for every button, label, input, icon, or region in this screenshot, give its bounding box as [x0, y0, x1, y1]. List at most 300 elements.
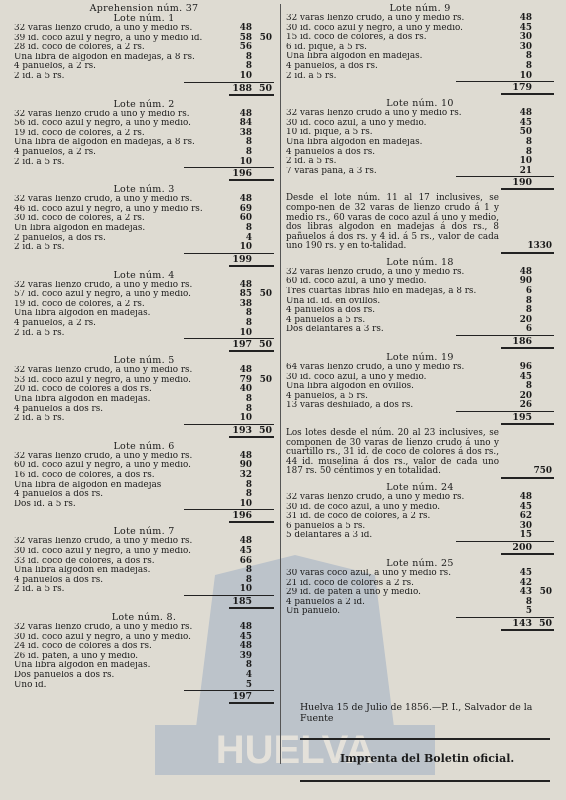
lot-subtitle: Lote núm. 1 — [113, 13, 175, 24]
item-description: 30 id. coco azul y negro, á uno y medio. — [286, 23, 463, 33]
lot-title: Lote núm. 4 — [113, 269, 175, 281]
item-reales: 45 — [519, 501, 532, 512]
line-item — [14, 129, 274, 139]
lot-total — [286, 542, 554, 553]
total-reales: 188 — [232, 82, 252, 94]
total-centimos: 50 — [538, 617, 552, 629]
total-reales: 196 — [232, 168, 252, 180]
item-description: 4 pañuelos á 2 id. — [286, 597, 365, 607]
line-item — [14, 62, 274, 72]
line-item — [14, 452, 274, 462]
lot-total — [14, 691, 274, 702]
item-description: 32 varas lienzo crudo, á uno y medio rs. — [286, 14, 465, 23]
item-centimos: 50 — [259, 289, 272, 300]
item-description: 30 id. de coco azul, á uno y medio. — [286, 502, 441, 512]
item-description: 30 id. coco de colores, á 2 rs. — [14, 214, 145, 224]
line-item — [14, 537, 274, 547]
lot-block — [286, 194, 554, 258]
item-reales: 4 — [245, 669, 252, 680]
item-reales: 8 — [245, 318, 252, 329]
item-description: 2 id. á 5 rs. — [14, 585, 65, 595]
total-reales: 197 — [232, 339, 252, 351]
line-item — [286, 392, 554, 402]
total-centimos: 50 — [258, 82, 272, 94]
item-reales: 48 — [239, 450, 252, 461]
item-reales: 8 — [245, 479, 252, 490]
item-reales: 8 — [525, 381, 532, 392]
line-item — [14, 490, 274, 500]
line-item — [286, 569, 554, 579]
item-reales: 45 — [239, 631, 252, 642]
item-reales: 45 — [519, 117, 532, 128]
item-reales: 8 — [245, 146, 252, 157]
item-reales: 10 — [239, 242, 252, 253]
line-item — [14, 576, 274, 586]
lot-title: Lote núm. 9 — [389, 3, 451, 14]
line-item — [14, 138, 274, 148]
item-description: 2 id. á 5 rs. — [14, 414, 65, 424]
line-item — [286, 325, 554, 335]
item-reales: 43 — [519, 587, 532, 598]
lot-total — [14, 254, 274, 265]
item-reales: 48 — [239, 365, 252, 376]
item-reales: 10 — [239, 498, 252, 509]
column-divider — [280, 4, 281, 764]
item-reales: 56 — [239, 42, 252, 53]
item-description: 15 id. coco de colores, á dos rs. — [286, 33, 427, 43]
item-description: 24 id. coco de colores á dos rs. — [14, 642, 152, 652]
lot-title: Lote núm. 6 — [113, 440, 175, 452]
lot-title: Lote núm. 5 — [113, 355, 175, 367]
line-item — [286, 277, 554, 287]
line-item — [14, 195, 274, 205]
lot-title: Lote núm. 24 — [386, 481, 454, 493]
lot-block — [14, 185, 274, 271]
item-description: Un pañuelo. — [286, 607, 341, 617]
line-item — [14, 405, 274, 415]
item-reales: 30 — [519, 41, 532, 52]
total-reales: 199 — [232, 253, 252, 265]
item-reales: 8 — [245, 61, 252, 72]
item-description: 4 pañuelos, á 2 rs. — [14, 147, 96, 157]
line-item — [286, 167, 554, 177]
line-item — [14, 652, 274, 662]
item-reales: 5 — [525, 606, 532, 617]
line-item — [286, 148, 554, 158]
printer-name: Imprenta del Boletin oficial. — [340, 752, 515, 765]
lot-total — [14, 425, 274, 436]
lot-block — [14, 356, 274, 442]
line-item — [14, 224, 274, 234]
line-item — [14, 461, 274, 471]
line-item — [14, 500, 274, 510]
total-reales: 193 — [232, 424, 252, 436]
line-item — [286, 138, 554, 148]
line-item — [14, 24, 274, 34]
lot-block — [14, 527, 274, 613]
lot-title: Lote núm. 8. — [111, 611, 177, 623]
line-item — [14, 205, 274, 215]
item-description: 32 varas lienzo crudo á uno y medio rs. — [14, 109, 190, 119]
lot-total — [286, 177, 554, 188]
item-reales: 8 — [525, 136, 532, 147]
item-description: Una libra algodon en madejas. — [286, 52, 423, 62]
right-column — [286, 4, 554, 635]
lot-total — [286, 618, 554, 629]
total-centimos: 50 — [258, 339, 272, 351]
lot-title: Lote núm. 3 — [113, 184, 175, 196]
item-reales: 8 — [245, 660, 252, 671]
lot-block — [286, 559, 554, 635]
item-description: Una libra algodon en madejas. — [286, 137, 423, 147]
summary-paragraph: Los lotes desde el núm. 20 al 23 inclusives, se componen de 30 varas de lienzo crudo á uno y cuartillo rs., 31 id. de coco de colores á dos rs., 44 id. muselina á dos rs., valor de cada uno 187 rs. 50 céntimos y en totalidad. 750 — [286, 428, 552, 477]
item-reales: 48 — [239, 194, 252, 205]
lot-block — [286, 4, 554, 99]
item-reales: 39 — [239, 650, 252, 661]
item-reales: 8 — [245, 565, 252, 576]
item-description: Una libra algodon en madejas. — [14, 661, 151, 671]
total-reales: 186 — [512, 336, 532, 348]
line-item — [286, 24, 554, 34]
lot-block — [286, 99, 554, 194]
item-description: 26 id. paten, á uno y medio. — [14, 651, 139, 661]
item-description: 4 pañuelos, á dos rs. — [286, 61, 378, 71]
lot-title: Lote núm. 10 — [386, 98, 454, 110]
item-reales: 60 — [239, 213, 252, 224]
item-reales: 69 — [239, 203, 252, 214]
line-item — [286, 287, 554, 297]
line-item — [14, 547, 274, 557]
total-reales: 190 — [512, 177, 532, 189]
line-item — [14, 319, 274, 329]
item-reales: 20 — [519, 314, 532, 325]
item-description: 31 id. de coco de colores, á 2 rs. — [286, 512, 431, 522]
lot-block — [14, 4, 274, 100]
item-description: 16 id. coco de colores, á dos rs. — [14, 471, 155, 480]
item-centimos: 50 — [259, 32, 272, 43]
line-item — [14, 329, 274, 339]
item-description: 4 pañuelos, á 5 rs. — [286, 391, 368, 401]
line-item — [14, 395, 274, 405]
item-reales: 40 — [239, 384, 252, 395]
line-item — [286, 607, 554, 617]
line-item — [14, 661, 274, 671]
item-reales: 8 — [245, 308, 252, 319]
item-description: 21 id. coco de colores á 2 rs. — [286, 578, 414, 588]
lot-total — [14, 596, 274, 607]
item-description: Una libra de algodon en madejas — [14, 480, 162, 490]
item-reales: 48 — [239, 279, 252, 290]
item-reales: 85 — [239, 289, 252, 300]
item-reales: 8 — [525, 596, 532, 607]
item-description: Una libra algodon en madejas. — [14, 566, 151, 576]
item-description: 2 id. á 5 rs. — [14, 243, 65, 253]
item-description: Una id. id. en ovillos. — [286, 296, 381, 306]
total-reales: 143 — [512, 617, 532, 629]
lot-title: Lote núm. 18 — [386, 256, 454, 268]
item-reales: 10 — [519, 156, 532, 167]
line-item — [14, 633, 274, 643]
spacer — [286, 631, 554, 635]
line-item — [14, 110, 274, 120]
line-item — [286, 382, 554, 392]
line-item — [14, 585, 274, 595]
item-reales: 30 — [519, 32, 532, 43]
line-item — [286, 316, 554, 326]
lot-block — [286, 483, 554, 559]
total-reales: 197 — [232, 691, 252, 703]
item-description: 32 varas lienzo crudo, á uno y medio rs. — [14, 451, 193, 461]
line-item — [286, 72, 554, 82]
line-item — [286, 588, 554, 598]
item-description: 32 varas lienzo crudo, á uno y medio rs. — [14, 622, 193, 632]
item-reales: 10 — [239, 70, 252, 81]
line-item — [286, 493, 554, 503]
lot-title: Lote núm. 25 — [386, 557, 454, 569]
item-reales: 21 — [519, 165, 532, 176]
item-reales: 8 — [525, 305, 532, 316]
line-item — [286, 531, 554, 541]
item-reales: 66 — [239, 555, 252, 566]
item-reales: 50 — [519, 127, 532, 138]
line-item — [286, 503, 554, 513]
item-reales: 10 — [519, 70, 532, 81]
line-item — [286, 33, 554, 43]
item-reales: 5 — [245, 679, 252, 690]
line-item — [286, 363, 554, 373]
left-column — [14, 4, 274, 708]
line-item — [14, 234, 274, 244]
line-item — [14, 642, 274, 652]
item-description: 28 id. coco de colores, á 2 rs. — [14, 43, 145, 53]
item-description: Dos id. á 5 rs. — [14, 499, 76, 509]
item-description: 57 id. coco azul y negro, á uno y medio. — [14, 290, 191, 300]
item-reales: 8 — [525, 295, 532, 306]
item-description: 2 pañuelos, á dos rs. — [14, 233, 106, 243]
line-item — [286, 268, 554, 278]
line-item — [14, 34, 274, 44]
item-description: 32 varas lienzo crudo, á uno y medio rs. — [286, 492, 465, 502]
item-reales: 6 — [525, 324, 532, 335]
line-item — [14, 557, 274, 567]
line-item — [286, 579, 554, 589]
line-item — [14, 671, 274, 681]
item-description: Una libra de algodon en madejas, á 8 rs. — [14, 52, 195, 62]
lot-total — [14, 168, 274, 179]
item-reales: 48 — [519, 266, 532, 277]
item-description: 2 id. á 5 rs. — [14, 157, 65, 167]
line-item — [286, 43, 554, 53]
item-reales: 48 — [519, 491, 532, 502]
line-item — [14, 623, 274, 633]
lot-block — [14, 442, 274, 528]
item-reales: 15 — [519, 530, 532, 541]
item-description: 4 pañuelos á dos rs. — [286, 147, 376, 157]
line-item — [14, 471, 274, 481]
item-reales: 8 — [245, 137, 252, 148]
line-item — [286, 522, 554, 532]
total-reales: 185 — [232, 595, 252, 607]
item-reales: 90 — [519, 276, 532, 287]
item-description: 4 pañuelos á dos rs. — [14, 575, 104, 585]
line-item — [14, 300, 274, 310]
line-item — [14, 214, 274, 224]
item-reales: 84 — [239, 118, 252, 129]
lot-block — [14, 271, 274, 357]
item-description: 4 pañuelos á dos rs. — [286, 306, 376, 316]
total-reales: 179 — [512, 82, 532, 94]
item-description: 53 id. coco azul y negro, á uno y medio. — [14, 375, 191, 385]
svg-text:HUELVA: HUELVA — [215, 728, 375, 772]
item-centimos: 50 — [539, 587, 552, 598]
item-reales: 38 — [239, 127, 252, 138]
item-reales: 26 — [519, 400, 532, 411]
lot-title: Aprehension núm. 37 — [89, 3, 199, 14]
total-reales: 196 — [232, 510, 252, 522]
item-description: 64 varas lienzo crudo, á uno y medio rs. — [286, 363, 465, 373]
line-item — [286, 52, 554, 62]
item-description: 30 id. coco azul, á uno y medio. — [286, 372, 427, 382]
item-reales: 42 — [519, 577, 532, 588]
line-item — [14, 43, 274, 53]
lot-total — [14, 83, 274, 94]
line-item — [286, 157, 554, 167]
item-description: 6 id. piqué, á 5 rs. — [286, 42, 367, 52]
line-item — [286, 109, 554, 119]
item-description: 6 pañuelos á 5 rs. — [286, 521, 366, 531]
line-item — [14, 366, 274, 376]
summary-total: 1330 — [527, 241, 552, 252]
lot-total — [14, 339, 274, 350]
total-reales: 195 — [512, 412, 532, 423]
item-reales: 8 — [525, 51, 532, 62]
item-reales: 8 — [245, 394, 252, 405]
item-reales: 8 — [245, 403, 252, 414]
date-signature-line: Huelva 15 de Julio de 1856.—P. I., Salvador de la Fuente — [300, 702, 533, 724]
item-description: 32 varas lienzo crudo, á uno y medio rs. — [14, 195, 193, 205]
item-reales: 48 — [239, 108, 252, 119]
item-reales: 32 — [239, 470, 252, 480]
line-item — [286, 14, 554, 24]
lot-block — [286, 353, 554, 429]
line-item — [14, 414, 274, 424]
item-reales: 62 — [519, 511, 532, 522]
item-description: Una libra algodon en ovillos. — [286, 382, 414, 392]
item-description: 20 id. coco de colores á dos rs. — [14, 385, 152, 395]
item-description: Tres cuartas libras hilo en madejas, á 8 rs. — [286, 287, 477, 297]
item-reales: 8 — [245, 51, 252, 62]
line-item — [14, 281, 274, 291]
lot-title: Lote núm. 7 — [113, 526, 175, 538]
total-reales: 200 — [512, 541, 532, 553]
line-item — [14, 158, 274, 168]
lot-title: Lote núm. 2 — [113, 98, 175, 110]
item-reales: 48 — [239, 621, 252, 632]
item-reales: 10 — [239, 413, 252, 424]
item-description: Una libra algodon en madejas. — [14, 395, 151, 405]
item-description: 30 id. coco azul y negro, á uno y medio. — [14, 632, 191, 642]
lot-total — [14, 510, 274, 521]
item-reales: 79 — [239, 374, 252, 385]
item-description: 30 varas coco azul, á uno y medio rs. — [286, 568, 451, 578]
item-reales: 30 — [519, 520, 532, 531]
line-item — [14, 309, 274, 319]
item-reales: 4 — [245, 232, 252, 243]
item-reales: 96 — [519, 362, 532, 373]
item-description: 46 id. coco azul y negro, á uno y medio rs. — [14, 204, 203, 214]
item-description: 4 pañuelos á 5 rs. — [286, 315, 366, 325]
item-description: 32 varas lienzo crudo, á uno y medio rs. — [14, 280, 193, 290]
item-description: 32 varas lienzo crudo, á uno y medio rs. — [14, 24, 193, 33]
item-description: 30 id. coco azul y negro, á uno y medio. — [14, 546, 191, 556]
lot-total — [286, 336, 554, 347]
line-item — [286, 373, 554, 383]
item-description: 4 pañuelos, á 2 rs. — [14, 319, 96, 329]
item-description: 4 pañuelos á dos rs. — [14, 490, 104, 500]
line-item — [286, 62, 554, 72]
item-reales: 45 — [239, 545, 252, 556]
item-description: Dos delantares á 3 rs. — [286, 325, 384, 335]
summary-paragraph: Desde el lote núm. 11 al 17 inclusives, se compo-nen de 32 varas de lienzo crudo á 1 y medio rs., 60 varas de coco azul á uno y medio, dos libras algodon en madejas á dos rs., 8 pañuelos á dos rs. y 4 id. á 5 rs., valor de cada uno 190 rs. y en to-talidad. 1330 — [286, 193, 552, 252]
item-description: 39 id. coco azul y negro, á uno y medio id. — [14, 33, 203, 43]
line-item — [286, 598, 554, 608]
line-item — [286, 401, 554, 411]
line-item — [14, 385, 274, 395]
item-description: 56 id. coco azul y negro, á uno y medio. — [14, 119, 191, 129]
item-reales: 6 — [525, 286, 532, 297]
item-description: 13 varas deshilado, á dos rs. — [286, 401, 414, 411]
lot-title: Lote núm. 19 — [386, 352, 454, 364]
line-item — [286, 512, 554, 522]
item-description: 2 id. á 5 rs. — [286, 71, 337, 81]
lot-total — [286, 82, 554, 93]
line-item — [286, 297, 554, 307]
lot-block — [14, 613, 274, 708]
item-description: 32 varas lienzo crudo, á uno y medio rs. — [14, 366, 193, 376]
item-description: 32 varas lienzo crudo á uno y medio rs. — [286, 109, 462, 119]
item-reales: 48 — [519, 108, 532, 119]
line-item — [14, 566, 274, 576]
item-reales: 8 — [525, 60, 532, 71]
item-description: 10 id. piqué, á 5 rs. — [286, 128, 373, 138]
line-item — [14, 376, 274, 386]
item-description: 2 id. á 5 rs. — [286, 157, 337, 167]
line-item — [14, 481, 274, 491]
lot-total — [286, 412, 554, 423]
item-reales: 48 — [239, 641, 252, 652]
item-reales: 10 — [239, 156, 252, 167]
spacer — [14, 704, 274, 708]
item-reales: 8 — [525, 146, 532, 157]
item-reales: 48 — [239, 23, 252, 33]
lot-block — [286, 258, 554, 353]
item-centimos: 50 — [259, 374, 272, 385]
item-description: 60 id. coco azul, á uno y medio. — [286, 277, 427, 287]
item-description: 4 pañuelos á dos rs. — [14, 404, 104, 414]
item-description: Un libra algodon en madejas. — [14, 223, 146, 233]
line-item — [14, 148, 274, 158]
item-reales: 10 — [239, 327, 252, 338]
item-reales: 8 — [245, 489, 252, 500]
line-item — [14, 53, 274, 63]
item-description: 30 id. coco azul, á uno y medio. — [286, 118, 427, 128]
item-description: 29 id. de paten á uno y medio. — [286, 588, 421, 598]
item-reales: 45 — [519, 22, 532, 33]
total-centimos: 50 — [258, 424, 272, 436]
item-description: 19 id. coco de colores, á 2 rs. — [14, 299, 145, 309]
item-reales: 45 — [519, 371, 532, 382]
item-reales: 10 — [239, 584, 252, 595]
